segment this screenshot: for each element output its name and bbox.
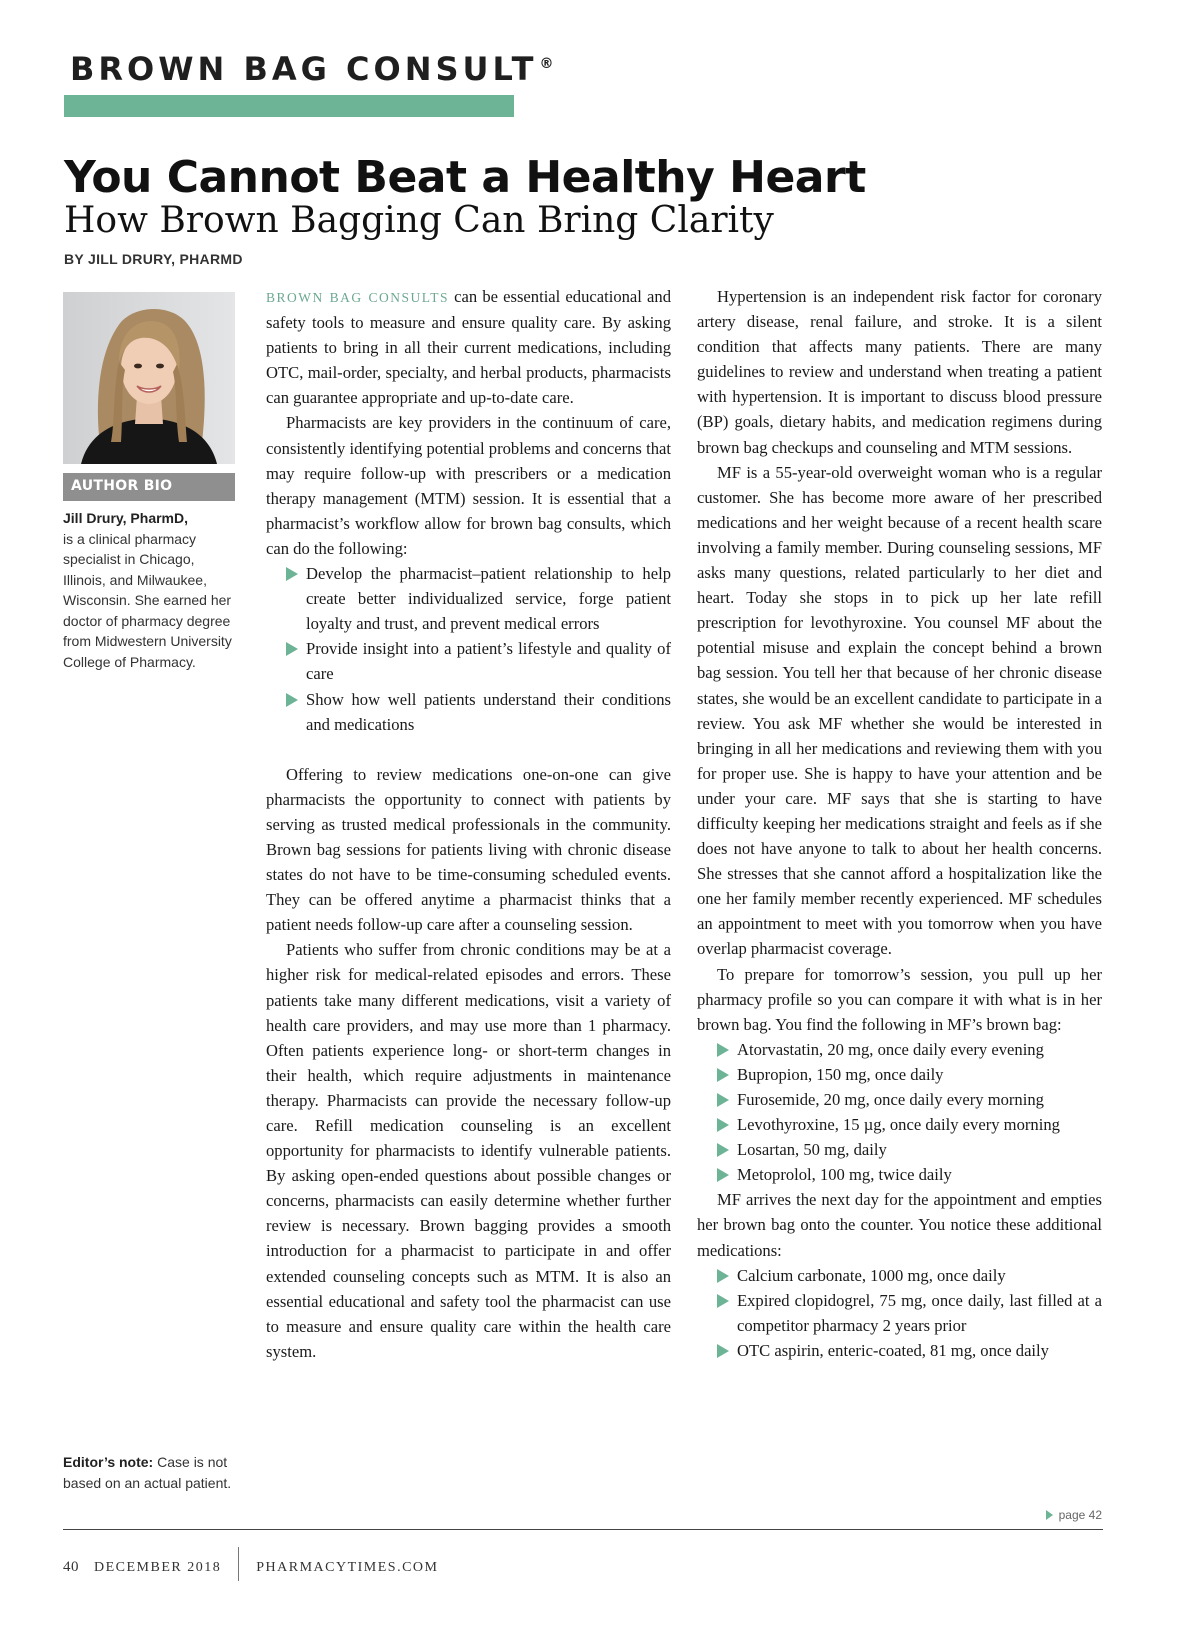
article-column-2 [697,284,1102,1363]
list-item: OTC aspirin, enteric-coated, 81 mg, once daily [697,1338,1102,1363]
list-item: Provide insight into a patient’s lifestyle and quality of care [266,636,671,686]
author-bio-tab: AUTHOR BIO [63,473,235,501]
triangle-bullet-icon [717,1294,729,1308]
brown-bag-medication-list [697,1037,1102,1188]
list-item: Metoprolol, 100 mg, twice daily [697,1162,1102,1187]
triangle-bullet-icon [717,1168,729,1182]
list-item: Levothyroxine, 15 µg, once daily every morning [697,1112,1102,1137]
list-item: Losartan, 50 mg, daily [697,1137,1102,1162]
paragraph-intro: BROWN BAG CONSULTS can be essential educational and safety tools to measure and ensure quality care. By asking patients to bring in all their current medications, including OTC, mail-order, specialty, and herbal products, pharmacists can guarantee appropriate and up-to-date care. [266,287,672,408]
page-number: 40 [63,1559,79,1575]
paragraph: To prepare for tomorrow’s session, you pull up her pharmacy profile so you can compare it with what is in her brown bag. You find the following in MF’s brown bag: [697,964,1102,1034]
paragraph: MF arrives the next day for the appointment and empties her brown bag onto the counter. You notice these additional medications: [697,1190,1102,1260]
article-title: You Cannot Beat a Healthy Heart [64,152,866,203]
list-item: Furosemide, 20 mg, once daily every morning [697,1087,1102,1112]
paragraph: Offering to review medications one-on-one can give pharmacists the opportunity to connect with patients by serving as trusted medical professionals in the community. Brown bag sessions for patients living with chronic disease states do not have to be time-consuming scheduled events. They can be offered anytime a pharmacist thinks that a patient needs follow-up care after a counseling session. [266,764,671,935]
benefits-list [266,561,671,737]
editors-note: Editor’s note: Case is not based on an actual patient. [63,1454,232,1491]
triangle-bullet-icon [717,1093,729,1107]
site-name: PHARMACYTIMES.COM [256,1560,439,1575]
article-column-1 [266,284,671,1364]
author-portrait-icon [63,292,235,464]
triangle-bullet-icon [286,567,298,581]
article-subtitle: How Brown Bagging Can Bring Clarity [64,200,774,241]
list-item: Show how well patients understand their conditions and medications [266,687,671,737]
triangle-bullet-icon [717,1118,729,1132]
paragraph: Pharmacists are key providers in the continuum of care, consistently identifying potential problems and concerns that may require follow-up with prescribers or a medication therapy management (MTM) session. It is essential that a pharmacist’s workflow allow for brown bag consults, which can do the following: [266,413,671,558]
list-item: Develop the pharmacist–patient relationship to help create better individualized service, forge patient loyalty and trust, and prevent medical errors [266,561,671,636]
list-item: Bupropion, 150 mg, once daily [697,1062,1102,1087]
triangle-bullet-icon [717,1269,729,1283]
additional-medication-list [697,1263,1102,1363]
list-item: Calcium carbonate, 1000 mg, once daily [697,1263,1102,1288]
triangle-bullet-icon [717,1068,729,1082]
triangle-bullet-icon [717,1143,729,1157]
paragraph: Patients who suffer from chronic conditions may be at a higher risk for medical-related episodes and errors. These patients take many different medications, visit a variety of health care providers, and may use more than 1 pharmacy. Often patients experience long- or short-term changes in their health, which require adjustments in maintenance therapy. Pharmacists can provide the necessary follow-up care. Refill medication counseling is an excellent opportunity for pharmacists to identify vulnerable patients. By asking open-ended questions about possible changes or concerns, pharmacists can easily determine whether further review is necessary. Brown bagging provides a smooth introduction for a pharmacist to participate in and offer extended counseling concepts such as MTM. It is also an essential educational and safety tool the pharmacist can use to measure and ensure quality care within the health care system. [266,940,671,1361]
triangle-bullet-icon [286,693,298,707]
triangle-bullet-icon [717,1043,729,1057]
section-accent-bar [64,95,514,117]
footer-divider [63,1529,1103,1530]
footer-separator [238,1547,239,1581]
paragraph: Hypertension is an independent risk factor for coronary artery disease, renal failure, and stroke. It is a silent condition that affects many patients. There are many guidelines to review and understand when treating a patient with hypertension. It is important to discuss blood pressure (BP) goals, dietary habits, and medication regimens during brown bag checkups and counseling and MTM sessions. [697,287,1102,457]
list-item: Expired clopidogrel, 75 mg, once daily, last filled at a competitor pharmacy 2 years prior [697,1288,1102,1338]
triangle-arrow-icon [1046,1510,1053,1520]
issue-date: DECEMBER 2018 [94,1560,222,1575]
section-label: BROWN BAG CONSULT ® [70,50,554,88]
paragraph: MF is a 55-year-old overweight woman who is a regular customer. She has become more aware of her prescribed medications and her weight because of a recent health scare involving a family member. During counseling sessions, MF asks many questions, related particularly to her diet and heart. Today she stops in to pick up her late refill prescription for levothyroxine. You counsel MF about the potential misuse and explain the concept behind a brown bag session. You tell her that because of her chronic disease states, she would be an excellent candidate to participate in a review. You ask MF whether she would be interested in bringing in all her medications and reviewing them with you for proper use. She is happy to have your attention and be under your care. MF says that she is starting to have difficulty keeping her medications straight and feels as if she does not have anyone to talk to about her health concerns. She stresses that she cannot afford a hospitalization like the one her family member recently experienced. MF schedules an appointment to meet with you tomorrow when you have overlap pharmacist coverage. [697,462,1102,959]
byline: BY JILL DRURY, PHARMD [64,251,243,267]
triangle-bullet-icon [717,1344,729,1358]
list-item: Atorvastatin, 20 mg, once daily every evening [697,1037,1102,1062]
author-bio: Jill Drury, PharmD, is a clinical pharmacy specialist in Chicago, Illinois, and Milwaukee, Wisconsin. She earned her doctor of pharmacy degree from Midwestern University College of Pharmacy. [63,510,232,670]
continued-on-page: page 42 [1046,1508,1102,1522]
triangle-bullet-icon [286,642,298,656]
page-footer [63,1547,438,1581]
